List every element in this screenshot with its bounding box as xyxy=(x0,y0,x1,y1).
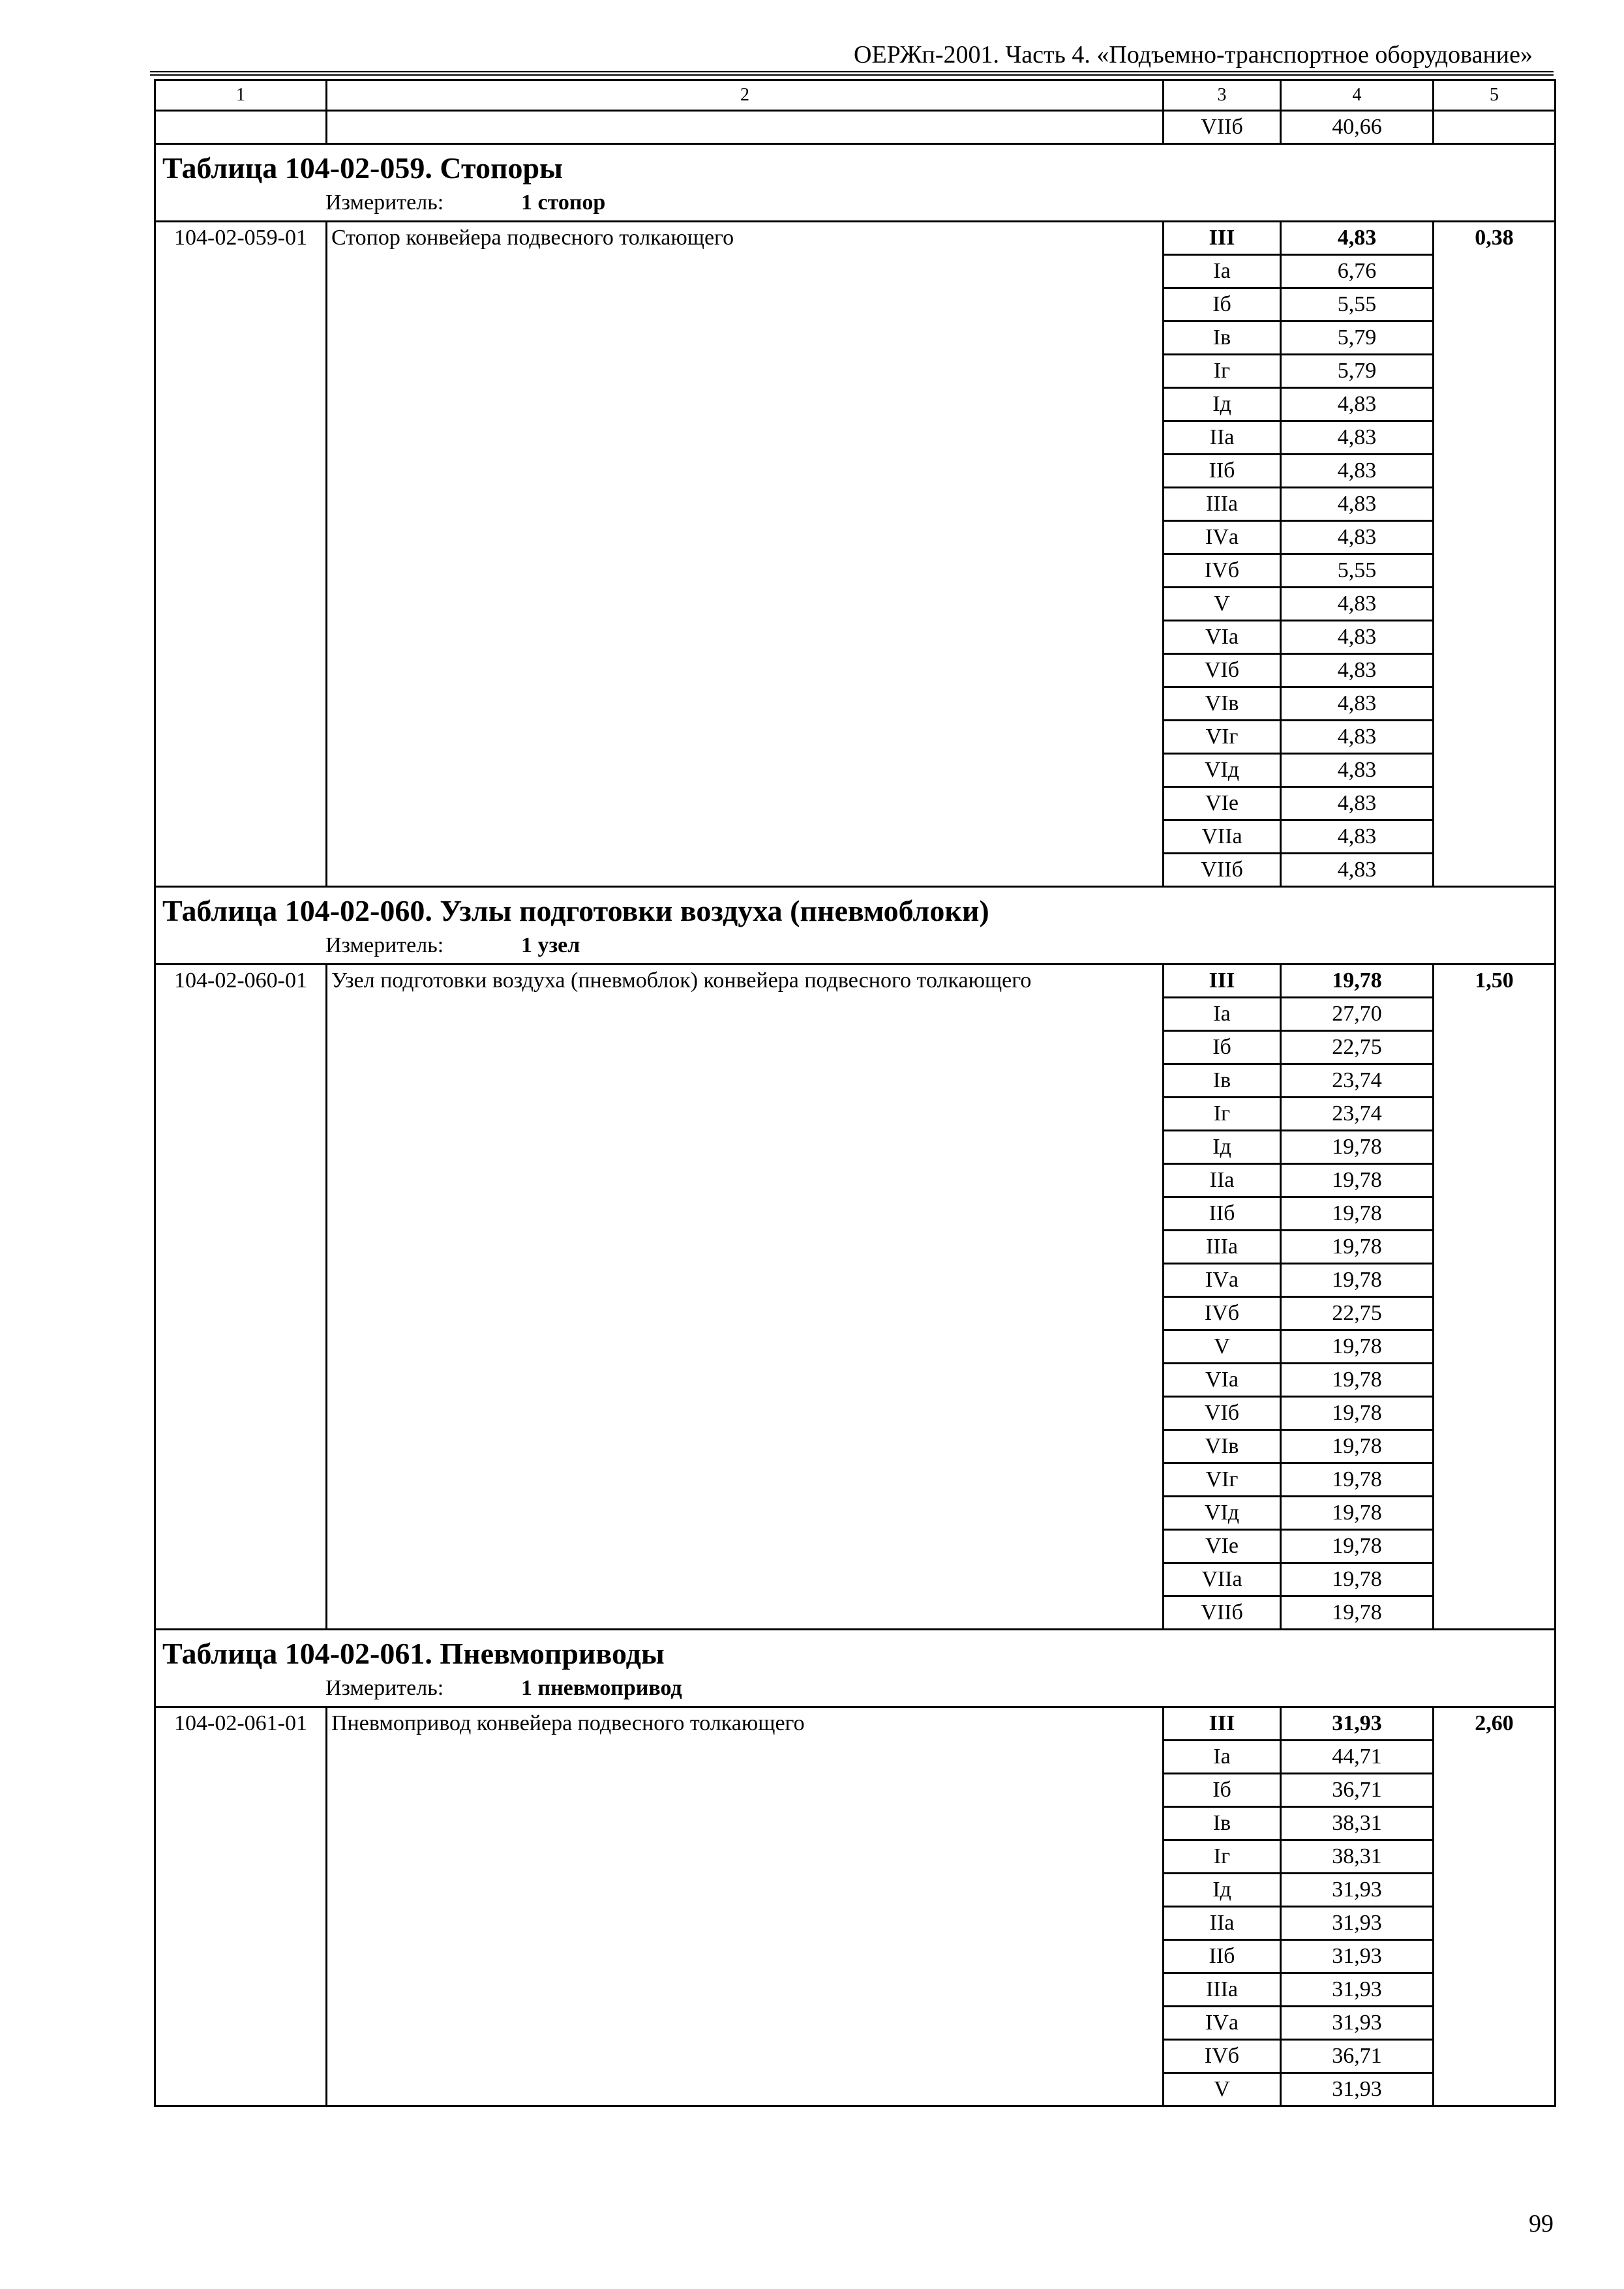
value-cell: 5,79 xyxy=(1281,355,1434,388)
value-cell: 22,75 xyxy=(1281,1031,1434,1064)
code-cell: 104-02-060-01 xyxy=(155,965,327,1630)
value-cell: 5,55 xyxy=(1281,288,1434,322)
value-cell: 4,83 xyxy=(1281,687,1434,721)
section-title-row xyxy=(155,144,1556,222)
value-cell: 19,78 xyxy=(1281,965,1434,998)
zone-cell: IVа xyxy=(1164,1264,1281,1297)
section-meter xyxy=(162,931,1548,961)
zone-cell: VIб xyxy=(1164,1397,1281,1430)
value-cell: 4,83 xyxy=(1281,455,1434,488)
value-cell: 4,83 xyxy=(1281,654,1434,687)
code-cell xyxy=(155,111,327,144)
value-cell: 4,83 xyxy=(1281,621,1434,654)
value-cell: 19,78 xyxy=(1281,1530,1434,1563)
zone-cell: Iд xyxy=(1164,1874,1281,1907)
value-cell: 19,78 xyxy=(1281,1330,1434,1364)
zone-cell: VIIб xyxy=(1164,1596,1281,1630)
col5-cell: 1,50 xyxy=(1434,965,1556,1630)
name-cell: Узел подготовки воздуха (пневмоблок) конвейера подвесного толкающего xyxy=(327,965,1164,1630)
section-meter xyxy=(162,1673,1548,1703)
value-cell: 31,93 xyxy=(1281,1973,1434,2007)
zone-cell: Iа xyxy=(1164,1741,1281,1774)
value-cell: 19,78 xyxy=(1281,1264,1434,1297)
running-header: ОЕРЖп-2001. Часть 4. «Подъемно-транспортное оборудование» xyxy=(854,41,1533,68)
value-cell: 19,78 xyxy=(1281,1197,1434,1231)
zone-cell: IVа xyxy=(1164,2007,1281,2040)
value-cell: 36,71 xyxy=(1281,2040,1434,2073)
meter-label: Измеритель: xyxy=(325,1676,444,1700)
value-cell: 36,71 xyxy=(1281,1774,1434,1807)
value-cell: 6,76 xyxy=(1281,255,1434,288)
zone-cell: VIв xyxy=(1164,1430,1281,1463)
zone-cell: V xyxy=(1164,2073,1281,2106)
column-number: 2 xyxy=(327,80,1164,111)
zone-cell: VIе xyxy=(1164,1530,1281,1563)
zone-cell: IIб xyxy=(1164,1197,1281,1231)
value-cell: 19,78 xyxy=(1281,1131,1434,1164)
zone-cell: VIа xyxy=(1164,621,1281,654)
zone-cell: Iд xyxy=(1164,388,1281,421)
column-number-row xyxy=(155,80,1556,111)
zone-cell: Iг xyxy=(1164,355,1281,388)
zone-cell: Iв xyxy=(1164,322,1281,355)
zone-cell: VIIб xyxy=(1164,111,1281,144)
zone-cell: VIг xyxy=(1164,721,1281,754)
column-number: 1 xyxy=(155,80,327,111)
zone-cell: VIд xyxy=(1164,754,1281,787)
value-cell: 4,83 xyxy=(1281,222,1434,255)
zone-cell: Iб xyxy=(1164,1774,1281,1807)
meter-value: 1 узел xyxy=(521,933,580,957)
zone-cell: III xyxy=(1164,1707,1281,1741)
value-cell: 4,83 xyxy=(1281,488,1434,521)
value-cell: 38,31 xyxy=(1281,1807,1434,1840)
column-number: 4 xyxy=(1281,80,1434,111)
section-title-row xyxy=(155,1630,1556,1707)
zone-cell: Iв xyxy=(1164,1807,1281,1840)
zone-cell: Iб xyxy=(1164,1031,1281,1064)
column-number: 3 xyxy=(1164,80,1281,111)
value-cell: 19,78 xyxy=(1281,1596,1434,1630)
zone-cell: III xyxy=(1164,965,1281,998)
zone-cell: IVа xyxy=(1164,521,1281,554)
value-cell: 19,78 xyxy=(1281,1164,1434,1197)
zone-cell: VIIа xyxy=(1164,820,1281,854)
header-rule xyxy=(150,74,1554,76)
zone-cell: VIIа xyxy=(1164,1563,1281,1596)
value-cell: 4,83 xyxy=(1281,421,1434,455)
header-rule xyxy=(150,71,1554,72)
value-cell: 44,71 xyxy=(1281,1741,1434,1774)
value-cell: 19,78 xyxy=(1281,1231,1434,1264)
zone-cell: IIIа xyxy=(1164,1973,1281,2007)
value-cell: 19,78 xyxy=(1281,1497,1434,1530)
zone-cell: IIб xyxy=(1164,455,1281,488)
value-cell: 23,74 xyxy=(1281,1098,1434,1131)
code-cell: 104-02-059-01 xyxy=(155,222,327,887)
name-cell: Стопор конвейера подвесного толкающего xyxy=(327,222,1164,887)
zone-cell: Iг xyxy=(1164,1098,1281,1131)
section-title-row xyxy=(155,887,1556,965)
carryover-row xyxy=(155,111,1556,144)
zone-cell: VIг xyxy=(1164,1463,1281,1497)
zone-cell: IIб xyxy=(1164,1940,1281,1973)
value-cell: 19,78 xyxy=(1281,1364,1434,1397)
value-cell: 31,93 xyxy=(1281,1907,1434,1940)
zone-cell: IIа xyxy=(1164,1907,1281,1940)
zone-cell: IIа xyxy=(1164,1164,1281,1197)
section-title-cell xyxy=(155,1630,1556,1707)
value-cell: 19,78 xyxy=(1281,1430,1434,1463)
meter-value: 1 пневмопривод xyxy=(521,1676,682,1700)
zone-cell: IIа xyxy=(1164,421,1281,455)
zone-cell: IVб xyxy=(1164,1297,1281,1330)
meter-label: Измеритель: xyxy=(325,190,444,215)
zone-cell: VIе xyxy=(1164,787,1281,820)
zone-cell: VIIб xyxy=(1164,854,1281,887)
value-cell: 4,83 xyxy=(1281,754,1434,787)
rates-table xyxy=(154,79,1556,2107)
value-cell: 31,93 xyxy=(1281,1707,1434,1741)
value-cell: 19,78 xyxy=(1281,1563,1434,1596)
zone-cell: Iа xyxy=(1164,255,1281,288)
zone-cell: IIIа xyxy=(1164,488,1281,521)
value-cell: 4,83 xyxy=(1281,721,1434,754)
zone-cell: Iб xyxy=(1164,288,1281,322)
name-cell: Пневмопривод конвейера подвесного толкающего xyxy=(327,1707,1164,2106)
zone-cell: III xyxy=(1164,222,1281,255)
table-row xyxy=(155,222,1556,255)
value-cell: 5,79 xyxy=(1281,322,1434,355)
value-cell: 4,83 xyxy=(1281,854,1434,887)
zone-cell: VIд xyxy=(1164,1497,1281,1530)
zone-cell: VIа xyxy=(1164,1364,1281,1397)
value-cell: 31,93 xyxy=(1281,2073,1434,2106)
zone-cell: Iг xyxy=(1164,1840,1281,1874)
zone-cell: VIб xyxy=(1164,654,1281,687)
section-title-cell xyxy=(155,887,1556,965)
col5-cell: 2,60 xyxy=(1434,1707,1556,2106)
value-cell: 31,93 xyxy=(1281,2007,1434,2040)
table-row xyxy=(155,965,1556,998)
zone-cell: Iд xyxy=(1164,1131,1281,1164)
page-number: 99 xyxy=(1529,2210,1554,2237)
value-cell: 23,74 xyxy=(1281,1064,1434,1098)
code-cell: 104-02-061-01 xyxy=(155,1707,327,2106)
section-title-cell xyxy=(155,144,1556,222)
value-cell: 4,83 xyxy=(1281,588,1434,621)
section-title: Таблица 104-02-061. Пневмоприводы xyxy=(162,1637,665,1670)
value-cell: 22,75 xyxy=(1281,1297,1434,1330)
value-cell: 31,93 xyxy=(1281,1874,1434,1907)
col5-cell xyxy=(1434,111,1556,144)
section-title: Таблица 104-02-060. Узлы подготовки воздуха (пневмоблоки) xyxy=(162,894,989,927)
zone-cell: V xyxy=(1164,588,1281,621)
value-cell: 5,55 xyxy=(1281,554,1434,588)
column-number: 5 xyxy=(1434,80,1556,111)
col5-cell: 0,38 xyxy=(1434,222,1556,887)
table-row xyxy=(155,1707,1556,1741)
zone-cell: VIв xyxy=(1164,687,1281,721)
meter-value: 1 стопор xyxy=(521,190,606,215)
name-cell xyxy=(327,111,1164,144)
zone-cell: IIIа xyxy=(1164,1231,1281,1264)
section-title: Таблица 104-02-059. Стопоры xyxy=(162,151,563,185)
value-cell: 19,78 xyxy=(1281,1463,1434,1497)
value-cell: 38,31 xyxy=(1281,1840,1434,1874)
zone-cell: IVб xyxy=(1164,554,1281,588)
value-cell: 40,66 xyxy=(1281,111,1434,144)
value-cell: 4,83 xyxy=(1281,787,1434,820)
value-cell: 4,83 xyxy=(1281,820,1434,854)
value-cell: 4,83 xyxy=(1281,388,1434,421)
zone-cell: Iв xyxy=(1164,1064,1281,1098)
zone-cell: IVб xyxy=(1164,2040,1281,2073)
section-meter xyxy=(162,188,1548,218)
zone-cell: Iа xyxy=(1164,998,1281,1031)
meter-label: Измеритель: xyxy=(325,933,444,957)
value-cell: 4,83 xyxy=(1281,521,1434,554)
value-cell: 31,93 xyxy=(1281,1940,1434,1973)
value-cell: 27,70 xyxy=(1281,998,1434,1031)
zone-cell: V xyxy=(1164,1330,1281,1364)
value-cell: 19,78 xyxy=(1281,1397,1434,1430)
